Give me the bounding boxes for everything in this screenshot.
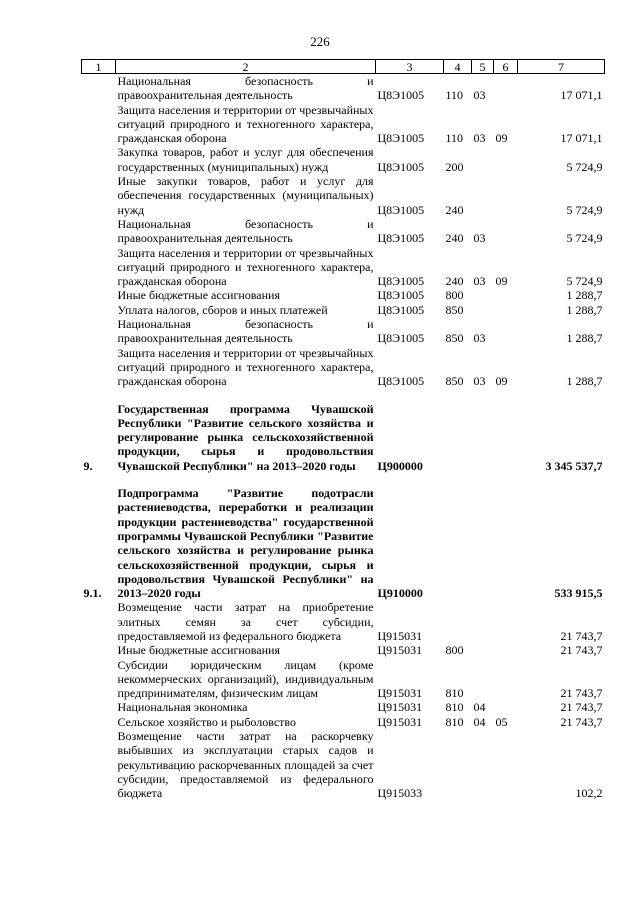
row-section: 03 (473, 131, 486, 146)
row-subsection (494, 317, 518, 346)
row-subsection (494, 217, 518, 246)
table-row (82, 246, 605, 289)
row-number (82, 729, 116, 800)
row-code: Ц8Э1005 (377, 202, 425, 217)
row-expense-type (444, 402, 472, 473)
table-row (82, 600, 605, 643)
row-code: Ц8Э1005 (377, 231, 425, 246)
row-amount: 102,2 (575, 786, 603, 801)
table-row (82, 74, 605, 103)
row-amount: 17 071,1 (560, 88, 603, 103)
row-number (82, 317, 116, 346)
table-row (82, 288, 605, 302)
row-expense-type: 850 (445, 302, 464, 317)
row-amount: 5 724,9 (566, 231, 603, 246)
table-row (82, 658, 605, 701)
row-expense-type: 200 (445, 159, 464, 174)
row-expense-type: 240 (445, 274, 464, 289)
row-code: Ц8Э1005 (377, 88, 425, 103)
row-section: 03 (473, 274, 486, 289)
row-number (82, 246, 116, 289)
row-amount: 5 724,9 (566, 202, 603, 217)
column-header: 6 (494, 60, 518, 74)
row-expense-type (444, 600, 472, 643)
spacer-cell (82, 389, 605, 402)
row-subsection (494, 700, 518, 714)
row-expense-type (444, 729, 472, 800)
table-row (82, 174, 605, 217)
row-amount: 1 288,7 (566, 374, 603, 389)
row-subsection (494, 288, 518, 302)
row-name: Иные бюджетные ассигнования (117, 643, 280, 658)
column-header: 3 (376, 60, 444, 74)
row-number: 9. (83, 458, 93, 473)
row-name: Сельское хозяйство и рыболовство (117, 714, 297, 729)
row-amount: 1 288,7 (566, 302, 603, 317)
row-number (82, 700, 116, 714)
row-subsection (494, 174, 518, 217)
row-subsection (494, 729, 518, 800)
row-name: Возмещение части затрат на раскорчевку выбывших из эксплуатации старых садов и рекультивацию раскорчеванных площадей за счет субсидии, предоставляемой из федерального бюджета (117, 729, 374, 801)
column-header: 1 (82, 60, 116, 74)
column-header: 4 (444, 60, 472, 74)
row-code: Ц915031 (377, 714, 423, 729)
row-number (82, 217, 116, 246)
spacer-row (82, 389, 605, 402)
row-subsection (494, 402, 518, 473)
row-code: Ц8Э1005 (377, 274, 425, 289)
row-number (82, 715, 116, 729)
row-name: Государственная программа Чувашской Республики "Развитие сельского хозяйства и регулирование рынка сельскохозяйственной продукции, сырья и продовольствия Чувашской Республики" на 2013–2020 годы (117, 401, 374, 473)
row-code: Ц915031 (377, 686, 423, 701)
column-header-row (82, 60, 605, 74)
row-amount: 533 915,5 (554, 586, 603, 601)
row-name: Иные бюджетные ассигнования (117, 288, 280, 303)
table-row (82, 103, 605, 146)
row-name: Национальная безопасность и правоохранительная деятельность (117, 317, 374, 346)
column-header: 7 (518, 60, 605, 74)
row-code: Ц8Э1005 (377, 288, 425, 303)
row-amount: 21 743,7 (560, 700, 603, 715)
row-section (472, 729, 494, 800)
row-section: 04 (473, 700, 486, 715)
row-amount: 5 724,9 (566, 274, 603, 289)
budget-table (81, 59, 605, 801)
table-row (82, 303, 605, 317)
row-section (472, 486, 494, 600)
row-code: Ц915031 (377, 643, 423, 658)
row-number (82, 658, 116, 701)
row-expense-type: 810 (445, 686, 464, 701)
row-amount: 21 743,7 (560, 643, 603, 658)
row-expense-type: 850 (445, 331, 464, 346)
row-expense-type: 810 (445, 700, 464, 715)
row-number (82, 346, 116, 389)
table-row (82, 729, 605, 800)
row-subsection (494, 486, 518, 600)
row-expense-type: 800 (445, 643, 464, 658)
row-number (82, 600, 116, 643)
row-name: Защита населения и территории от чрезвычайных ситуаций природного и техногенного характера, гражданская оборона (117, 245, 374, 289)
row-number (82, 103, 116, 146)
row-subsection: 09 (495, 131, 508, 146)
row-expense-type: 810 (445, 714, 464, 729)
row-number (82, 643, 116, 657)
row-code: Ц8Э1005 (377, 302, 425, 317)
row-name: Защита населения и территории от чрезвычайных ситуаций природного и техногенного характера, гражданская оборона (117, 102, 374, 146)
row-section: 03 (473, 88, 486, 103)
row-code: Ц8Э1005 (377, 159, 425, 174)
row-section (472, 288, 494, 302)
table-row (82, 217, 605, 246)
row-code: Ц915031 (377, 628, 423, 643)
table-row (82, 402, 605, 473)
row-section: 03 (473, 331, 486, 346)
row-subsection (494, 600, 518, 643)
row-section (472, 402, 494, 473)
row-amount: 1 288,7 (566, 288, 603, 303)
row-amount: 5 724,9 (566, 159, 603, 174)
row-name: Национальная безопасность и правоохранительная деятельность (117, 216, 374, 246)
row-subsection (494, 145, 518, 174)
row-number (82, 174, 116, 217)
page-number: 226 (310, 34, 330, 49)
table-row (82, 317, 605, 346)
row-name: Защита населения и территории от чрезвычайных ситуаций природного и техногенного характера, гражданская оборона (117, 345, 374, 389)
row-code: Ц915031 (377, 700, 423, 715)
table-row (82, 346, 605, 389)
row-name: Национальная экономика (117, 700, 248, 715)
spacer-cell (82, 473, 605, 486)
row-expense-type (444, 486, 472, 600)
row-subsection: 09 (495, 274, 508, 289)
row-code: Ц8Э1005 (377, 374, 425, 389)
table-row (82, 643, 605, 657)
row-name: Закупка товаров, работ и услуг для обеспечения государственных (муниципальных) нужд (117, 145, 374, 174)
row-section: 04 (473, 714, 486, 729)
row-expense-type: 850 (445, 374, 464, 389)
row-expense-type: 240 (445, 231, 464, 246)
row-name: Иные закупки товаров, работ и услуг для обеспечения государственных (муниципальных) нужд (117, 174, 374, 217)
row-expense-type: 110 (445, 131, 464, 146)
row-amount: 21 743,7 (560, 686, 603, 701)
row-section (472, 145, 494, 174)
row-code: Ц910000 (377, 586, 423, 601)
row-number (82, 288, 116, 302)
row-number (82, 145, 116, 174)
row-code: Ц8Э1005 (377, 331, 425, 346)
row-name: Возмещение части затрат на приобретение элитных семян за счет субсидии, предоставляемой из федерального бюджета (117, 600, 374, 643)
row-code: Ц900000 (377, 458, 423, 473)
column-header: 2 (116, 60, 376, 74)
row-subsection (494, 658, 518, 701)
row-section (472, 303, 494, 317)
row-amount: 1 288,7 (566, 331, 603, 346)
row-number: 9.1. (83, 586, 102, 601)
row-section (472, 643, 494, 657)
row-number (82, 74, 116, 103)
table-row (82, 715, 605, 729)
row-subsection: 05 (495, 714, 508, 729)
row-code: Ц8Э1005 (377, 131, 425, 146)
row-number (82, 303, 116, 317)
row-name: Национальная безопасность и правоохранительная деятельность (117, 74, 374, 103)
row-subsection (494, 303, 518, 317)
row-subsection: 09 (495, 374, 508, 389)
row-section (472, 600, 494, 643)
spacer-row (82, 473, 605, 486)
row-section (472, 174, 494, 217)
row-expense-type: 110 (445, 88, 464, 103)
table-row (82, 145, 605, 174)
row-amount: 21 743,7 (560, 628, 603, 643)
row-amount: 17 071,1 (560, 131, 603, 146)
row-expense-type: 800 (445, 288, 464, 303)
row-expense-type: 240 (445, 202, 464, 217)
row-name: Уплата налогов, сборов и иных платежей (117, 302, 328, 317)
table-row (82, 700, 605, 714)
row-subsection (494, 643, 518, 657)
row-subsection (494, 74, 518, 103)
row-amount: 3 345 537,7 (545, 458, 603, 473)
column-header: 5 (472, 60, 494, 74)
row-section: 03 (473, 231, 486, 246)
row-name: Подпрограмма "Развитие подотрасли растениеводства, переработки и реализации продукции растениеводства" государственной программы Чувашской Республики "Развитие сельского хозяйства и регулирование рынка сельскохозяйственной продукции, сырья и продовольствия Чувашской Республики" на 2013–2020 годы (117, 486, 374, 601)
row-name: Субсидии юридическим лицам (кроме некоммерческих организаций), индивидуальным предпринимателям, физическим лицам (117, 657, 374, 701)
row-code: Ц915033 (377, 786, 423, 801)
row-amount: 21 743,7 (560, 714, 603, 729)
row-section: 03 (473, 374, 486, 389)
row-section (472, 658, 494, 701)
table-row (82, 486, 605, 600)
